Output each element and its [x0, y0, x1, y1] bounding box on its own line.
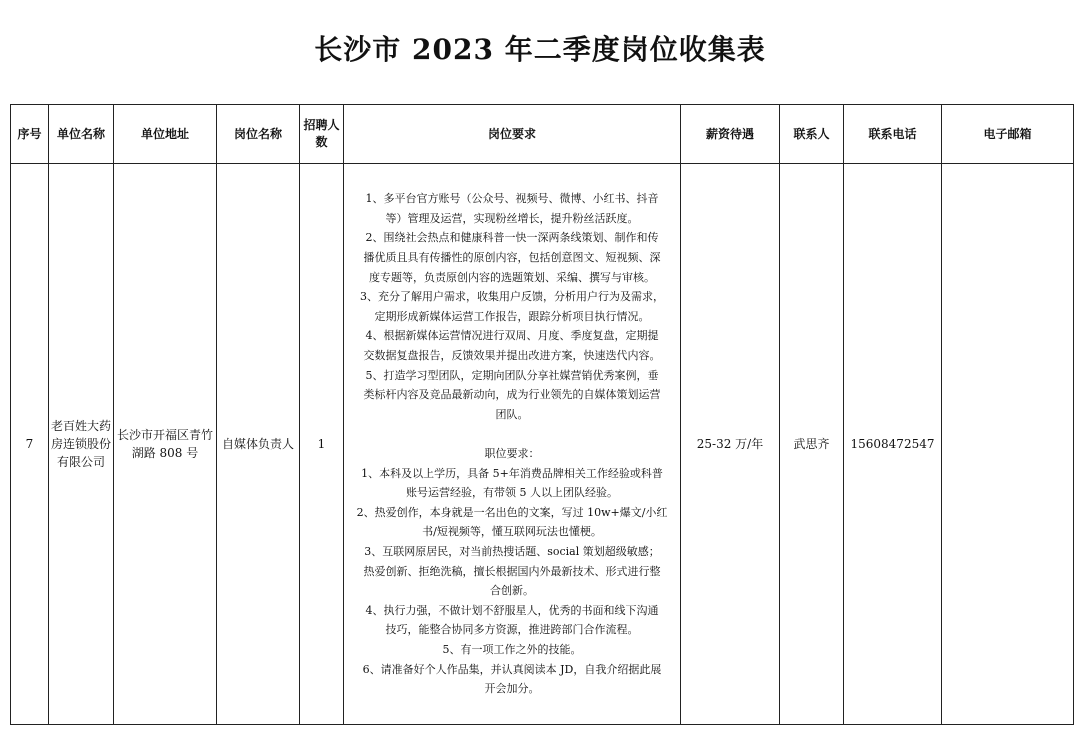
cell-headcount: 1 — [300, 164, 344, 725]
cell-phone: 15608472547 — [844, 164, 942, 725]
requirement-line: 团队。 — [495, 407, 529, 421]
cell-unit-name: 老百姓大药房连锁股份有限公司 — [49, 164, 114, 725]
requirement-line: 5、打造学习型团队，定期向团队分享社媒营销优秀案例，垂 — [365, 368, 659, 382]
table-row — [11, 164, 1074, 725]
header-requirements: 岗位要求 — [344, 105, 681, 164]
requirements-list — [344, 189, 680, 698]
header-salary: 薪资待遇 — [681, 105, 780, 164]
requirement-line: 交数据复盘报告，反馈效果并提出改进方案，快速迭代内容。 — [363, 349, 661, 363]
requirement-line — [344, 424, 680, 444]
requirement-line: 5、有一项工作之外的技能。 — [442, 642, 582, 656]
header-headcount: 招聘人数 — [300, 105, 344, 164]
job-table — [10, 104, 1074, 725]
header-seq: 序号 — [11, 105, 49, 164]
cell-seq: 7 — [11, 164, 49, 725]
cell-salary: 25-32 万/年 — [681, 164, 780, 725]
requirement-line: 合创新。 — [490, 584, 534, 598]
requirement-line: 定期形成新媒体运营工作报告，跟踪分析项目执行情况。 — [374, 309, 650, 323]
requirement-line: 书/短视频等，懂互联网玩法也懂梗。 — [422, 525, 602, 539]
header-unit-name: 单位名称 — [49, 105, 114, 164]
page-title: 长沙市 2023 年二季度岗位收集表 — [314, 33, 766, 66]
table-header-row — [11, 105, 1074, 164]
requirement-line: 热爱创新、拒绝洗稿，擅长根据国内外最新技术、形式进行整 — [363, 564, 661, 578]
requirement-line: 技巧，能整合协同多方资源，推进跨部门合作流程。 — [385, 623, 639, 637]
requirement-line: 4、执行力强，不做计划不舒服星人，优秀的书面和线下沟通 — [365, 603, 659, 617]
requirement-line: 开会加分。 — [484, 682, 540, 696]
header-email: 电子邮箱 — [942, 105, 1074, 164]
header-unit-address: 单位地址 — [114, 105, 217, 164]
requirement-line: 3、充分了解用户需求，收集用户反馈，分析用户行为及需求， — [360, 290, 664, 304]
requirement-line: 等）管理及运营，实现粉丝增长，提升粉丝活跃度。 — [385, 211, 639, 225]
requirement-line: 度专题等，负责原创内容的选题策划、采编、撰写与审核。 — [369, 270, 655, 284]
requirement-line: 2、围绕社会热点和健康科普一快一深两条线策划、制作和传 — [365, 231, 659, 245]
requirement-line: 6、请准备好个人作品集，并认真阅读本 JD，自我介绍据此展 — [362, 662, 662, 676]
header-position: 岗位名称 — [217, 105, 300, 164]
requirement-line: 1、多平台官方账号（公众号、视频号、微博、小红书、抖音 — [365, 192, 659, 206]
requirement-line: 2、热爱创作，本身就是一名出色的文案，写过 10w+爆文/小红 — [356, 505, 668, 519]
header-phone: 联系电话 — [844, 105, 942, 164]
cell-position: 自媒体负责人 — [217, 164, 300, 725]
cell-email — [942, 164, 1074, 725]
requirement-line: 类标杆内容及竞品最新动向，成为行业领先的自媒体策划运营 — [363, 388, 661, 402]
header-contact: 联系人 — [780, 105, 844, 164]
requirement-line: 1、本科及以上学历，具备 5+年消费品牌相关工作经验或科普 — [361, 466, 663, 480]
cell-contact: 武思齐 — [780, 164, 844, 725]
requirement-line: 4、根据新媒体运营情况进行双周、月度、季度复盘，定期提 — [365, 329, 659, 343]
requirement-line: 职位要求： — [484, 447, 540, 460]
requirement-line: 3、互联网原居民，对当前热搜话题、social 策划超级敏感； — [364, 544, 660, 558]
cell-unit-address: 长沙市开福区青竹湖路 808 号 — [114, 164, 217, 725]
requirement-line: 播优质且具有传播性的原创内容，包括创意图文、短视频、深 — [363, 251, 661, 265]
requirement-line: 账号运营经验，有带领 5 人以上团队经验。 — [406, 486, 618, 500]
cell-requirements — [344, 164, 681, 725]
